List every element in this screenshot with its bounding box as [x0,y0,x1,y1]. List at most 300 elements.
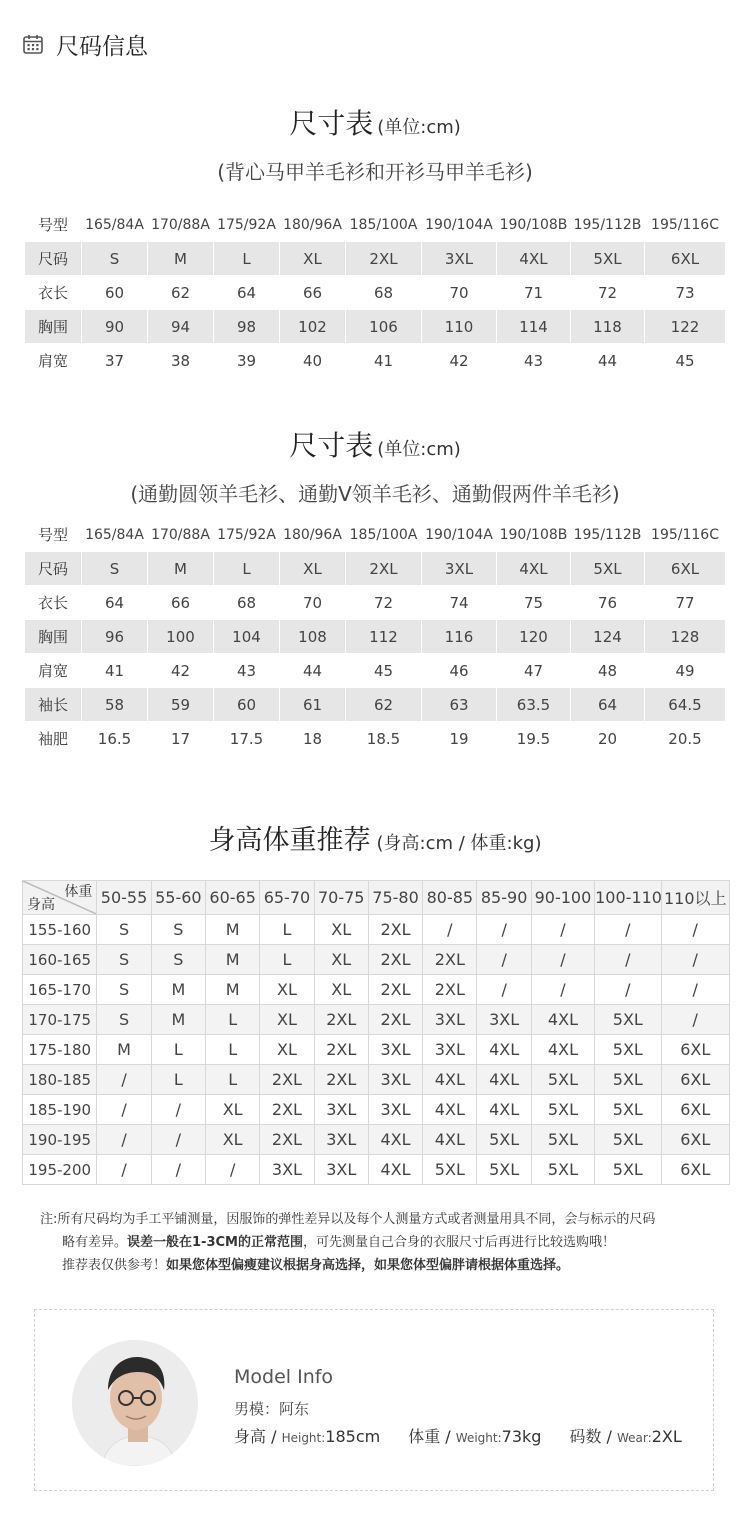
row-label: 袖长 [25,688,82,722]
recommend-cell: XL [206,1095,260,1125]
model-weight [408,1424,541,1447]
size-cell: 71 [497,276,571,310]
size-cell: 106 [346,310,422,344]
row-label: 胸围 [25,310,82,344]
recommend-cell: 2XL [314,1005,368,1035]
height-label: 155-160 [23,915,97,945]
recommend-cell: 3XL [260,1155,314,1185]
size-cell: 68 [214,586,280,620]
size-cell: 60 [214,688,280,722]
recommend-cell: 5XL [531,1095,594,1125]
recommend-cell: / [477,915,531,945]
calendar-icon [22,33,44,55]
recommend-cell: XL [314,945,368,975]
size-cell: 37 [82,344,148,378]
row-label: 肩宽 [25,654,82,688]
wear-en-label: Wear: [617,1431,652,1445]
recommend-cell: / [661,1005,730,1035]
size-cell: 62 [346,688,422,722]
table1-title: 尺寸表 [289,107,374,140]
size-cell: 59 [148,688,214,722]
recommend-cell: 5XL [595,1035,661,1065]
size-cell: 74 [422,586,497,620]
height-value: 185cm [325,1427,381,1446]
size-cell: 185/100A [346,208,422,242]
row-label: 肩宽 [25,344,82,378]
size-cell: 45 [645,344,726,378]
recommend-cell: / [477,975,531,1005]
size-cell: 17.5 [214,722,280,756]
size-cell: 5XL [571,242,645,276]
size-row [25,310,726,344]
size-cell: 41 [82,654,148,688]
recommend-cell: 3XL [368,1095,422,1125]
size-cell: 128 [645,620,726,654]
recommend-cell: S [97,1005,151,1035]
recommend-cell: 3XL [368,1065,422,1095]
size-cell: 39 [214,344,280,378]
recommend-cell: / [206,1155,260,1185]
model-name: 男模：阿东 [234,1400,310,1418]
size-cell: 100 [148,620,214,654]
size-cell: 38 [148,344,214,378]
size-cell: 104 [214,620,280,654]
wear-label: 码数 / [569,1427,612,1446]
size-cell: 40 [280,344,346,378]
recommend-cell: 2XL [368,975,422,1005]
height-label: 195-200 [23,1155,97,1185]
recommend-cell: 2XL [260,1095,314,1125]
recommend-cell: 2XL [314,1065,368,1095]
size-row [25,722,726,756]
size-cell: 98 [214,310,280,344]
weight-header: 50-55 [97,881,151,915]
size-table-vest [24,207,726,378]
size-cell: 118 [571,310,645,344]
size-cell: 58 [82,688,148,722]
size-cell: 44 [280,654,346,688]
recommend-cell: 6XL [661,1095,730,1125]
recommend-cell: 2XL [260,1125,314,1155]
wear-value: 2XL [651,1427,682,1446]
recommend-row [23,1065,730,1095]
size-cell: 102 [280,310,346,344]
recommend-row [23,975,730,1005]
size-cell: 41 [346,344,422,378]
note-text: ，可先测量自己合身的衣服尺寸后再进行比较选购哦！ [302,1235,615,1250]
recommend-title: 身高体重推荐 [208,825,371,856]
recommend-cell: L [260,945,314,975]
recommend-row [23,1095,730,1125]
recommend-cell: 4XL [368,1125,422,1155]
table2-heading [0,424,750,507]
size-cell: 190/108B [497,208,571,242]
size-cell: 18 [280,722,346,756]
size-cell: M [148,242,214,276]
page-title: 尺码信息 [56,33,148,60]
size-cell: 47 [497,654,571,688]
recommend-cell: 5XL [595,1005,661,1035]
recommend-cell: / [661,975,730,1005]
size-cell: 46 [422,654,497,688]
weight-header: 85-90 [477,881,531,915]
size-cell: L [214,242,280,276]
recommend-cell: / [477,945,531,975]
recommend-cell: / [151,1155,205,1185]
size-cell: 190/104A [422,208,497,242]
recommend-cell: / [423,915,477,945]
size-cell: 165/84A [82,518,148,552]
size-cell: S [82,552,148,586]
size-cell: 45 [346,654,422,688]
recommend-heading [0,818,750,857]
size-cell: XL [280,242,346,276]
corner-cell [23,881,97,915]
recommend-cell: 4XL [423,1095,477,1125]
recommend-cell: L [206,1005,260,1035]
row-label: 袖肥 [25,722,82,756]
note-line-1: 注:所有尺码均为手工平铺测量，因服饰的弹性差异以及每个人测量方式或者测量用具不同，会与标示的尺码 [40,1212,656,1227]
row-label: 衣长 [25,586,82,620]
size-cell: 96 [82,620,148,654]
recommend-cell: S [151,915,205,945]
size-cell: 16.5 [82,722,148,756]
recommend-cell: M [97,1035,151,1065]
recommend-cell: S [97,975,151,1005]
recommend-cell: M [206,915,260,945]
weight-header: 75-80 [368,881,422,915]
height-label: 185-190 [23,1095,97,1125]
recommend-cell: 5XL [423,1155,477,1185]
size-cell: 64 [571,688,645,722]
size-cell: 17 [148,722,214,756]
recommend-cell: 6XL [661,1155,730,1185]
model-avatar [72,1340,198,1466]
note-line-2 [40,1231,720,1254]
height-label: 165-170 [23,975,97,1005]
size-row [25,518,726,552]
size-cell: 72 [571,276,645,310]
note-emphasis: 误差一般在1-3CM的正常范围 [127,1235,303,1250]
notes [40,1208,720,1277]
recommend-cell: / [151,1125,205,1155]
recommend-cell: 5XL [595,1095,661,1125]
recommend-cell: 6XL [661,1035,730,1065]
size-cell: 195/112B [571,518,645,552]
recommend-cell: / [595,915,661,945]
recommend-cell: XL [260,1035,314,1065]
size-cell: 180/96A [280,518,346,552]
recommend-cell: S [97,945,151,975]
size-cell: 124 [571,620,645,654]
size-cell: 66 [280,276,346,310]
size-cell: 195/112B [571,208,645,242]
size-row [25,620,726,654]
size-cell: 3XL [422,552,497,586]
size-row [25,552,726,586]
recommend-cell: / [595,975,661,1005]
size-cell: 64 [214,276,280,310]
size-cell: 195/116C [645,518,726,552]
size-cell: 90 [82,310,148,344]
recommend-cell: L [206,1065,260,1095]
recommend-cell: 5XL [595,1065,661,1095]
recommend-cell: 5XL [595,1125,661,1155]
recommend-cell: / [531,945,594,975]
recommend-cell: 2XL [314,1035,368,1065]
table1-heading [0,102,750,185]
recommend-cell: M [151,1005,205,1035]
section-header [22,28,148,60]
size-cell: 185/100A [346,518,422,552]
table2-unit: (单位:cm) [377,439,461,460]
recommend-cell: 4XL [531,1005,594,1035]
recommend-cell: XL [314,915,368,945]
recommend-cell: 4XL [477,1095,531,1125]
size-row [25,276,726,310]
size-cell: 19 [422,722,497,756]
recommend-cell: 4XL [531,1035,594,1065]
size-cell: 180/96A [280,208,346,242]
corner-height-label: 身高 [27,897,55,913]
size-cell: 20.5 [645,722,726,756]
recommend-unit: (身高:cm / 体重:kg) [376,833,542,854]
recommend-cell: L [206,1035,260,1065]
note-text: 略有差异。 [62,1235,128,1250]
size-cell: 62 [148,276,214,310]
size-cell: 6XL [645,552,726,586]
size-cell: 116 [422,620,497,654]
recommend-cell: / [531,915,594,945]
model-height [234,1424,380,1447]
size-cell: 72 [346,586,422,620]
height-label: 170-175 [23,1005,97,1035]
recommend-cell: 6XL [661,1065,730,1095]
recommend-cell: / [97,1065,151,1095]
model-info-title: Model Info [234,1366,334,1388]
model-stats [234,1424,710,1447]
recommend-cell: / [661,915,730,945]
weight-header: 65-70 [260,881,314,915]
weight-header: 100-110 [595,881,661,915]
corner-weight-label: 体重 [64,884,93,900]
recommend-row [23,945,730,975]
recommend-cell: L [260,915,314,945]
recommend-cell: 2XL [260,1065,314,1095]
model-wear [569,1424,681,1447]
size-cell: 73 [645,276,726,310]
size-cell: 165/84A [82,208,148,242]
row-label: 号型 [25,208,82,242]
table2-title: 尺寸表 [289,429,374,462]
size-cell: 175/92A [214,208,280,242]
recommend-cell: 5XL [477,1155,531,1185]
note-line-3 [40,1254,720,1277]
row-label: 尺码 [25,552,82,586]
height-label: 180-185 [23,1065,97,1095]
size-cell: 94 [148,310,214,344]
recommend-cell: XL [260,1005,314,1035]
recommend-cell: 3XL [423,1035,477,1065]
weight-header: 55-60 [151,881,205,915]
weight-header: 70-75 [314,881,368,915]
recommend-cell: 2XL [423,945,477,975]
table1-subtitle: (背心马甲羊毛衫和开衫马甲羊毛衫) [217,160,533,184]
size-cell: 3XL [422,242,497,276]
size-cell: 190/108B [497,518,571,552]
size-cell: 49 [645,654,726,688]
size-cell: 43 [214,654,280,688]
recommend-cell: XL [206,1125,260,1155]
size-cell: M [148,552,214,586]
row-label: 号型 [25,518,82,552]
recommend-cell: 6XL [661,1125,730,1155]
size-cell: 42 [148,654,214,688]
recommend-cell: 5XL [531,1155,594,1185]
size-cell: 175/92A [214,518,280,552]
recommend-cell: 5XL [595,1155,661,1185]
size-cell: 190/104A [422,518,497,552]
row-label: 胸围 [25,620,82,654]
size-row [25,586,726,620]
weight-label: 体重 / [408,1427,451,1446]
size-cell: 2XL [346,552,422,586]
size-cell: 110 [422,310,497,344]
recommend-cell: 3XL [314,1095,368,1125]
size-cell: 48 [571,654,645,688]
size-cell: 112 [346,620,422,654]
recommend-cell: 3XL [423,1005,477,1035]
size-cell: 43 [497,344,571,378]
size-row [25,688,726,722]
size-cell: 70 [280,586,346,620]
size-cell: 44 [571,344,645,378]
height-label: 175-180 [23,1035,97,1065]
size-cell: 170/88A [148,518,214,552]
recommend-row [23,1155,730,1185]
table2-subtitle: (通勤圆领羊毛衫、通勤V领羊毛衫、通勤假两件羊毛衫) [130,482,620,506]
recommend-cell: / [97,1095,151,1125]
size-cell: 77 [645,586,726,620]
height-en-label: Height: [281,1431,326,1445]
size-cell: 63.5 [497,688,571,722]
recommend-cell: / [97,1125,151,1155]
size-cell: 64 [82,586,148,620]
recommend-cell: XL [260,975,314,1005]
table1-unit: (单位:cm) [377,117,461,138]
size-cell: 63 [422,688,497,722]
recommend-cell: M [206,945,260,975]
size-cell: 19.5 [497,722,571,756]
recommend-cell: 2XL [423,975,477,1005]
recommend-cell: XL [314,975,368,1005]
size-cell: 70 [422,276,497,310]
weight-en-label: Weight: [455,1431,502,1445]
recommend-cell: 2XL [368,1005,422,1035]
recommend-cell: / [151,1095,205,1125]
weight-value: 73kg [501,1427,542,1446]
size-cell: 60 [82,276,148,310]
size-row [25,242,726,276]
size-cell: 20 [571,722,645,756]
size-cell: 122 [645,310,726,344]
recommend-cell: M [206,975,260,1005]
size-cell: 64.5 [645,688,726,722]
size-cell: 5XL [571,552,645,586]
size-cell: 114 [497,310,571,344]
size-row [25,654,726,688]
recommend-cell: M [151,975,205,1005]
recommend-cell: / [97,1155,151,1185]
recommend-cell: 3XL [314,1155,368,1185]
recommend-cell: 5XL [477,1125,531,1155]
size-row [25,344,726,378]
recommend-cell: / [661,945,730,975]
height-label: 190-195 [23,1125,97,1155]
recommend-cell: 3XL [477,1005,531,1035]
size-cell: L [214,552,280,586]
recommend-cell: 4XL [477,1065,531,1095]
size-cell: 4XL [497,242,571,276]
size-cell: 66 [148,586,214,620]
size-cell: 61 [280,688,346,722]
row-label: 尺码 [25,242,82,276]
size-cell: 75 [497,586,571,620]
recommend-cell: L [151,1065,205,1095]
size-cell: 2XL [346,242,422,276]
recommend-cell: / [595,945,661,975]
size-cell: 170/88A [148,208,214,242]
row-label: 衣长 [25,276,82,310]
recommend-cell: 4XL [423,1065,477,1095]
note-text: 推荐表仅供参考！ [62,1258,167,1273]
recommend-row [23,1035,730,1065]
size-cell: 6XL [645,242,726,276]
size-cell: 195/116C [645,208,726,242]
recommend-cell: 4XL [368,1155,422,1185]
recommend-cell: 4XL [423,1125,477,1155]
recommend-row [23,915,730,945]
recommend-cell: 2XL [368,945,422,975]
weight-header: 80-85 [423,881,477,915]
size-cell: 76 [571,586,645,620]
weight-header: 110以上 [661,881,730,915]
recommend-table [22,880,730,1185]
size-cell: XL [280,552,346,586]
recommend-cell: 5XL [531,1125,594,1155]
recommend-row [23,1005,730,1035]
recommend-row [23,1125,730,1155]
height-label: 160-165 [23,945,97,975]
recommend-cell: 3XL [368,1035,422,1065]
size-cell: 108 [280,620,346,654]
size-cell: 4XL [497,552,571,586]
recommend-cell: 2XL [368,915,422,945]
weight-header: 60-65 [206,881,260,915]
model-info-card [34,1309,714,1491]
recommend-cell: / [531,975,594,1005]
recommend-cell: L [151,1035,205,1065]
recommend-cell: 5XL [531,1065,594,1095]
size-cell: 120 [497,620,571,654]
recommend-cell: S [97,915,151,945]
size-cell: 68 [346,276,422,310]
size-table-sweater [24,517,726,756]
height-label: 身高 / [234,1427,277,1446]
size-cell: 42 [422,344,497,378]
note-emphasis: 如果您体型偏瘦建议根据身高选择，如果您体型偏胖请根据体重选择。 [166,1258,570,1273]
size-row [25,208,726,242]
